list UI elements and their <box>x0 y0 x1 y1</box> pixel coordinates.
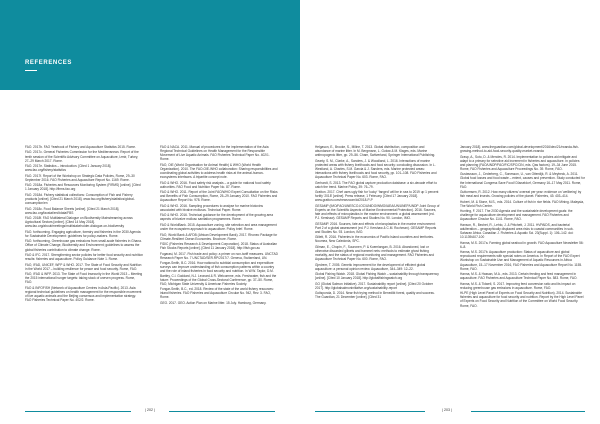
reference-entry: January 2018]. www.theguardian.com/global-development/2016/dec/21/rwanda-fish-growing-method-to-aid-food-security-quality-market-rwanda <box>460 145 579 154</box>
reference-column-2 <box>160 145 278 306</box>
footer-rule <box>471 411 585 412</box>
section-title: REFERENCES <box>25 60 73 66</box>
reference-entry: Gratton. 2017. Chef uses ugly fish for ‘lucky’ ‘fanged’ will be in sea to 2019 up 1 percent fortify ‘2018’ [online]. Press release, 1 February. [Cited 17 January 2018]. www.gratton.com/newsroom/id/2018-P-P <box>315 190 439 203</box>
reference-entry: FAO & WHO. 2016. Technical guidance for the development of the growing area aspects of bivalve mollusc sanitation programmes. Rome. <box>160 213 273 222</box>
page-footer-left <box>0 408 300 414</box>
reference-entry: FAO. 2018f. FAO Multilateral Dialogue on Biodiversity Mainstreaming across Agricultural Sectors [online]. [Cited 14 May 2018]. www.fao.org/about/meetings/multistakeholder-dialogue-on-biodiversity <box>25 216 133 229</box>
reference-entry: FAO & WorldBank. 2015. Aquaculture zoning, site selection and area management under the ecosystem approach to aquaculture. Policy brief. Rome. <box>160 222 277 232</box>
reference-entry: Grasp, A., Soto, D. & Mendes, R. 2014. Implementation to policies aid mitigate and adapt to a primary for selective aid increment in fisheries and aquaculture. In policies and planning (FAO/UNDP/FAO/FIC/SPC/CIN, eds. Qas factors). 19–34 June 2015. Rome, FAO Fisheries and Aquaculture Proceedings No. 39. Rome, FAO. <box>460 154 580 171</box>
reference-entry: Gilman, E., Chopin, F., Suuronen, P. & Kuemlangan, B. 2016. Abandoned, lost or otherwise discarded gillnets and trammel nets: methods to estimate ghost fishing mortality, and the status of regional monitoring and management. FAO Fisheries and Aquaculture Technical Paper No. 600. Rome, FAO. <box>315 244 435 262</box>
reference-entry: Global Fishing Watch. 2018. Global Fishing Watch – sustainability through transparency [online]. [Cited 10 January 2018]. http://globalfishingwatch.org <box>315 272 439 281</box>
reference-entry: GESAMP. 2016. Sources, fate and effects of microplastics in the marine environment: Part 2 of a global assessment (ed. P.J. Kershaw & C.M. Rochman). GESAMP Reports and Studies No. 93. London, IMO. <box>315 221 437 234</box>
reference-entry: GESAMP (IMO/FAO/UNESCO-IOC/UNIDO/WMO/IAEA/UN/UNEP/UNDP Joint Group of Experts on the Scientific Aspects of Marine Environmental Protection). 2016. Sources, fate and effects of microplastics in the marine environment: a global assessment (ed. P.J. Kershaw). GESAMP Reports and Studies No. 90. London, IMO. <box>315 203 440 221</box>
reference-column-4 <box>460 145 585 309</box>
reference-entry: Fongar-Smith, B.C. 2016. How national to subtidal consumption and expenditure surveys can improve understanding of fish consumption patterns within a country and the role of inland fisheries in food security and nutrition. In W.W. Taylor, D.M. Bartley, C.I. Goddard, N.J. Leonard & R. Welcomme, eds. Freshwater, fish and the future: Proceedings of the Global Cross-Sectoral Conference, pp. 37–50. Rome, FAO, Michigan State University & American Fisheries Society. <box>160 261 277 286</box>
reference-entry: Hanna, M.S. 2017b. Aquaculture production: Status of aquaculture and global reproduced requirements with special notes on America. In Report of the FAO Expert Workshop on Sustainable Use and Management of Aquatic Resources in Africa Aquaculture, 15–17 November 2016, FAO Fisheries and Aquaculture Report No. 1155. Rome, FAO. <box>460 250 583 271</box>
reference-entry: FAO, IFAD & WFP. 2013. The State of Food Insecurity in the World 2013 – Meeting the 2015 international hunger targets: taking stock of uneven progress. Rome, FAO. <box>25 272 143 285</box>
reference-entry: FAO & WHO. 2011. Report of the Joint FAO/WHO Expert Consultation on the Risks and Benefits of Fish Consumption, Rome, 25–29 January 2010. FAO Fisheries and Aquaculture Report No. 978. Rome. <box>160 190 278 203</box>
reference-entry: FAO & INFOFISH (Network of Aquaculture Centres in Asia-Pacific). 2013. Asia regional technical guidelines on health management for the responsible movement of live aquatic animals and the Beijing consensus and implementation strategy. FAO Fisheries Technical Paper No. 402/2. Rome. <box>25 285 142 303</box>
reference-entry: Hanna, M.S. & Hassan, M.A., eds. 2013. Certain feeding and feed management in aquaculture. FAO Fisheries and Aquaculture Technical Paper No. 583. Rome, FAO. <box>460 272 578 281</box>
reference-entry: Hanna, M.S. & Tidwell, S. 2017. Improving feed conversion ratio and its impact on reducing greenhouse gas emissions in aquaculture. Rome, FAO. <box>460 281 576 290</box>
reference-entry: FIDIC (Fisheries Research & Development Corporation). 2018. Status of Australian Fish Stocks Reports [online]. [Cited 11 January 2018]. http://fish.gov.au <box>160 242 278 251</box>
reference-entry: Helgason, E., Brooke, S., Miline, T. 2013. Global distribution, composition and abundance of marine litter. In M. Bergmann, L. Gutow & M. Klages, eds. Marine anthropogenic litter, pp. 29–56. Cham, Switzerland, Springer International Publishing. <box>315 145 436 158</box>
reference-entry: FAO & NACA. 2011. Manual of procedures for the implementation of the Asia Regional Technical Guidelines on Health Management for the Responsible Movement of Live Aquatic Animals. FAO Fisheries Technical Paper No. 402/1. Rome. <box>160 145 270 162</box>
header-band <box>0 0 300 90</box>
reference-entry: GEO. 2017. GEO. Action Plan on Marine litter. 15 July. Hamburg, Germany. <box>160 300 267 305</box>
reference-entry: Hanson, R., Bechet, R., Lehto, J. & Pritchett, J. 2011. HVPAIDS, and bacterial adulteration – geographically displaced area risks to coastal communities in sub-Saharan Africa. Canadian J. Fisheries & Aquatic Sci. 23(Suppl. 1): 106–142. doi: 10.1139/A07-100 <box>460 222 574 240</box>
reference-entry: GO (Global Salmon Initiative). 2017. Sustainability report [online]. [Cited 20 October 2017]. http://globalsalmoninitiative.org/sustainability-report <box>315 281 433 290</box>
title-underline <box>25 70 37 71</box>
reference-entry: Fogarasi, M. 2017. Fish trade and policy: a primer on non-tariff measures. UNCTAD Research Paper No. 7 UNCTAD/SER.RP/2017/7. Geneva, Switzerland, UN. <box>160 251 278 260</box>
reference-entry: FAO & WHO. 2016. Sampling procedures to analyse for marine biotoxins associated with bivalve molluscs. Technical Paper. Rome. <box>160 203 263 212</box>
page-footer-right <box>300 408 600 414</box>
reference-entry: Gjedrem, T. 2005. Genetic improvement for the development of efficient global aquaculture: a personal opinion review. Aquaculture, 344–349: 12–22. <box>315 262 426 271</box>
footer-rule <box>169 411 275 412</box>
reference-entry: Golisponda, D. 2014. Near fish trying method in Benedikt forest, quality and success. The Guardian, 21 December [online]. [Cited 31 <box>315 291 435 300</box>
reference-column-3 <box>315 145 440 301</box>
reference-entry: Gearty, S. M., Clarke, A., Sanders, J. & Woodland, L. 2016. Interactions of marine protected areas with fishery livelihoods and food security: concluding discussion. In L. Westlund, A. Charles, S.M. Garcia & J. Sanders, eds. Marine protected areas: interactions with fishery livelihoods and food security, pp. 101–108. FAO Fisheries and Aquaculture Technical Paper No. 603. Rome, FAO. <box>315 158 437 180</box>
reference-entry: FAO & IFC. 2017. Strengthening sector policies for better food security and nutrition results: fisheries and aquaculture. Policy Guidance Note 1. Rome. <box>25 253 143 262</box>
reference-entry: Gustavsson, J., Cederberg, C., Sonesson, U., van Otterdijk, R. & Meybeck, A. 2011. Global food losses and food waste – extent, causes and prevention. Study conducted for the International Congress Save Food! Düsseldorf, Germany 16–17 May 2011. Rome, FAO. <box>460 172 585 189</box>
reference-entry: FAO, World Bank & AFDB (African Development Bank). 2017. Rhoneo Package for Climate-Resilient Ocean Economies. Brochure. Rome. <box>160 232 278 241</box>
reference-entry: Fongar-Smith, B.C., ed. 2018. Review of the state of the world fishery resources: inland fisheries. FAO Fisheries and Aquaculture Circular No. 942, Rev. 3. FAO, Rome. <box>160 287 274 300</box>
reference-entry: Gerhardt, S. 2013. The FAO global capture production database: a six-decade effort to catch the trend. Marine Policy, 39: 76–79. <box>315 180 437 189</box>
reference-entry: FAO, IFAD, UNICEF, WFP & WHO. 2017. The State of Food Security and Nutrition in the World 2017 – building resilience for peace and food security. Rome, FAO. <box>25 262 142 271</box>
footer-rule <box>315 411 425 412</box>
reference-entry: Hanna, M.S. 2017a. Farming global seafood in growth. FAO Aquaculture Newsletter 56: 6–8. <box>460 240 584 249</box>
reference-entry: Guttormsen, R. 2012. How many citizens' overeat per year: evidence on 'wellbeing' by fish meal and insects. Growing policies of the planet. Fisheries, 43: 403–414. <box>460 190 582 199</box>
right-page <box>300 0 600 424</box>
reference-entry: FAO. 2017f. Report of the Workshop on Strategic Data Policies, Rome, 29–30 September 2016. FAO Fisheries and Aquaculture Report No. 1169. Rome. <box>25 173 135 182</box>
reference-entry: Hubert, M. & Stone, M.S., eds. 2014. Culture of fish in rice fields. FAO Mining. Malaysia, The World Fish Centre. <box>460 199 585 208</box>
page-number: | 202 | <box>145 408 155 412</box>
reference-entry: HLPE (High Level Panel of Experts on Food Security and Nutrition). 2014. Sustainable fisheries and aquaculture for food security and nutrition. Report by the High Level Panel of Experts on Food Security and Nutrition of the Committee on World Food Security. Rome, FAO. <box>460 291 584 308</box>
reference-entry: FAO. 2018c. Food Balance Sheets [online]. [Cited 21 March 2018]. www.fao.org/faostat/en/#data/FBS <box>25 206 120 215</box>
reference-entry: FAO & WHO. 2016. Food safety risk analysis – a guide for national food safety authorities. FAO Food and Nutrition Paper No. 87. Rome. <box>160 180 271 189</box>
reference-entry: FAO. 2018d. Fishery statistical collections: Consumption of Fish and Fishery products [online]. [Cited 21 March 2018]. www.fao.org/fishery/statistics/global-consumption/en <box>25 192 135 206</box>
reference-entry: FAO. 2017e. Statistics – introduction. [Cited 1 January 2018]. www.fao.org/fishery/statistics <box>25 164 112 173</box>
footer-rule <box>25 411 131 412</box>
reference-entry: FAO. 2017b. FAO Yearbook of Fishery and Aquaculture Statistics 2015. Rome. <box>25 145 136 149</box>
reference-column-1 <box>25 145 143 304</box>
reference-entry: FAO. 2018a. Fisheries and Resources Monitoring System (FIRMS) [online]. [Cited 1 January 2018]. http://firms.fao.org <box>25 183 141 192</box>
reference-entry: Hunting, F. 2017. The 2030 Agenda and the sustainable development goals: the challenge for aquaculture development and management. FAO Fisheries and Aquaculture Circular No. 1141. Rome, FAO. <box>460 209 573 222</box>
reference-entry: FAO. forthcoming. Engaging agriculture, forestry and fisheries in the 2030 Agenda for Sustainable Development: guidelines for policy-makers. Rome. <box>25 229 141 238</box>
reference-entry: FAO. forthcoming. Greenhouse gas emissions from small-scale fisheries in Ghana. Office of Climate Change, Biodiversity and Environment; guidelines to assess the global fisheries contribution to climate change. Rome. <box>25 239 142 252</box>
reference-entry: Gillett, R. 2016. Fisheries in the economics of Pacific Island countries and territories. Noumea, New Caledonia, SPC. <box>315 235 434 244</box>
page-number: | 203 | <box>442 408 452 412</box>
reference-entry: FAO, OIE (World Organisation for Animal Health) & WHO (World Health Organization). 2010. The FAO-OIE-WHO collaboration: Sharing responsibilities and coordinating global activities to address health risks at the animal-human-ecosystems interfaces. A tripartite concept note. <box>160 162 278 180</box>
reference-entry: FAO. 2017c. General Fisheries Commission for the Mediterranean. Report of the tenth session of the Scientific Advisory Committee on Aquaculture, Izmir, Turkey, 27–29 March 2017. Rome. <box>25 150 139 163</box>
